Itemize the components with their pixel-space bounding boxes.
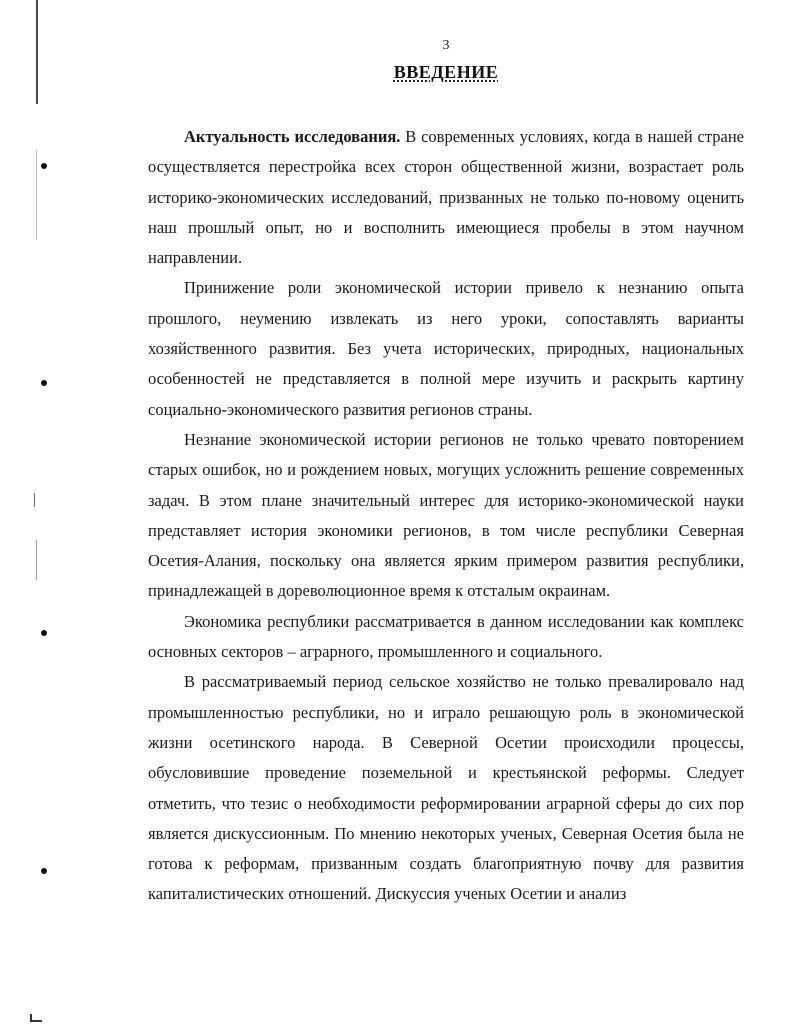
paragraph-text: В современных условиях, когда в нашей стране осуществляется перестройка всех сторон общественной жизни, возрастает роль историко-экономических исследований, призванных не только по-новому оценить наш прошлый опыт, но и восполнить имеющиеся пробелы в этом научном направлении. xyxy=(148,127,744,268)
paragraph: Экономика республики рассматривается в данном исследовании как комплекс основных секторов – аграрного, промышленного и социального. xyxy=(148,611,744,662)
paragraph xyxy=(148,122,744,273)
punch-hole-icon xyxy=(41,163,47,169)
punch-hole-icon xyxy=(41,630,47,636)
paragraph-lead: Актуальность исследования. xyxy=(184,127,401,146)
paragraph: Принижение роли экономической истории привело к незнанию опыта прошлого, неумению извлекать из него уроки, сопоставлять варианты хозяйственного развития. Без учета исторических, природных, национальных особенностей не представляется в полной мере изучить и раскрыть картину социально-экономического развития регионов страны. xyxy=(148,278,744,419)
paragraph: В рассматриваемый период сельское хозяйство не только превалировало над промышленностью республики, но и играло решающую роль в экономической жизни осетинского народа. В Северной Осетии происходили процессы, обусловившие проведение поземельной и крестьянской реформы. Следует отметить, что тезис о необходимости реформировании аграрной сферы до сих пор является дискуссионным. По мнению некоторых ученых, Северная Осетия была не готова к реформам, призванным создать благоприятную почву для развития капиталистических отношений. Дискуссия ученых Осетии и анализ xyxy=(148,672,744,904)
scan-corner-mark xyxy=(30,1014,42,1022)
scan-edge-mark xyxy=(34,493,35,507)
punch-hole-icon xyxy=(41,868,47,874)
punch-hole-icon xyxy=(41,380,47,386)
body-text xyxy=(148,122,744,910)
scan-edge-line xyxy=(36,150,37,240)
scan-edge-line xyxy=(36,540,37,580)
page-number: 3 xyxy=(442,38,450,53)
section-heading: ВВЕДЕНИЕ xyxy=(393,62,499,82)
paragraph: Незнание экономической истории регионов не только чревато повторением старых ошибок, но и рождением новых, могущих усложнить решение современных задач. В этом плане значительный интерес для историко-экономической науки представляет история экономики регионов, в том числе республики Северная Осетия-Алания, поскольку она является ярким примером развития республики, принадлежащей в дореволюционное время к отсталым окраинам. xyxy=(148,429,744,601)
